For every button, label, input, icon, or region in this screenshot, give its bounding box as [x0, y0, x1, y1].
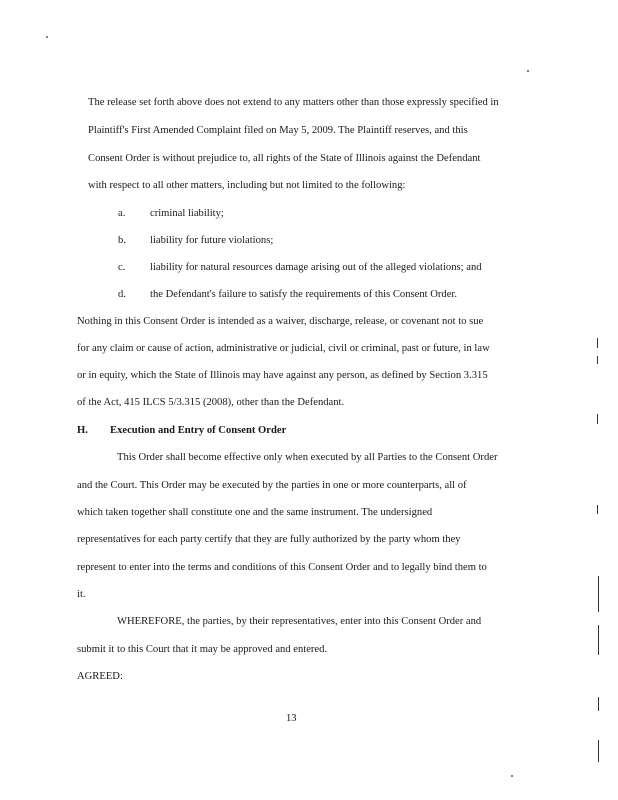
execution-line-6: it. — [77, 589, 86, 600]
section-title: Execution and Entry of Consent Order — [110, 425, 287, 436]
list-letter-a: a. — [118, 208, 126, 219]
scan-margin-mark — [597, 338, 598, 348]
nothing-line-3: or in equity, which the State of Illinois may have against any person, as defined by Section 3.315 — [77, 370, 488, 381]
execution-line-5: represent to enter into the terms and conditions of this Consent Order and to legally bind them to — [77, 562, 487, 573]
release-line-2: Plaintiff's First Amended Complaint filed on May 5, 2009. The Plaintiff reserves, and this — [88, 125, 468, 136]
scan-margin-mark — [598, 740, 599, 762]
section-number: H. — [77, 425, 88, 436]
list-letter-b: b. — [118, 235, 126, 246]
list-item-d: the Defendant's failure to satisfy the requirements of this Consent Order. — [150, 289, 457, 300]
page-number: 13 — [286, 713, 297, 724]
execution-line-2: and the Court. This Order may be executed by the parties in one or more counterparts, all of — [77, 480, 467, 491]
scan-speck — [46, 36, 48, 38]
nothing-line-2: for any claim or cause of action, administrative or judicial, civil or criminal, past or future, in law — [77, 343, 490, 354]
scan-speck — [511, 775, 513, 777]
wherefore-line-1: WHEREFORE, the parties, by their representatives, enter into this Consent Order and — [117, 616, 482, 627]
scan-margin-mark — [597, 414, 598, 424]
list-item-b: liability for future violations; — [150, 235, 274, 246]
agreed-label: AGREED: — [77, 671, 123, 682]
list-letter-d: d. — [118, 289, 126, 300]
execution-line-3: which taken together shall constitute one and the same instrument. The undersigned — [77, 507, 433, 518]
release-line-4: with respect to all other matters, including but not limited to the following: — [88, 180, 406, 191]
scan-margin-mark — [598, 576, 599, 612]
scan-margin-mark — [598, 697, 599, 711]
release-line-1: The release set forth above does not extend to any matters other than those expressly specified in — [88, 97, 499, 108]
release-line-3: Consent Order is without prejudice to, all rights of the State of Illinois against the Defendant — [88, 153, 481, 164]
nothing-line-4: of the Act, 415 ILCS 5/3.315 (2008), other than the Defendant. — [77, 397, 345, 408]
scan-margin-mark — [597, 356, 598, 364]
nothing-line-1: Nothing in this Consent Order is intended as a waiver, discharge, release, or covenant not to sue — [77, 316, 484, 327]
list-letter-c: c. — [118, 262, 126, 273]
list-item-c: liability for natural resources damage arising out of the alleged violations; and — [150, 262, 482, 273]
scan-speck — [527, 70, 529, 72]
wherefore-line-2: submit it to this Court that it may be approved and entered. — [77, 644, 328, 655]
execution-line-4: representatives for each party certify that they are fully authorized by the party whom they — [77, 534, 461, 545]
list-item-a: criminal liability; — [150, 208, 224, 219]
scan-margin-mark — [597, 505, 598, 514]
scan-margin-mark — [598, 625, 599, 655]
execution-line-1: This Order shall become effective only when executed by all Parties to the Consent Order — [117, 452, 498, 463]
